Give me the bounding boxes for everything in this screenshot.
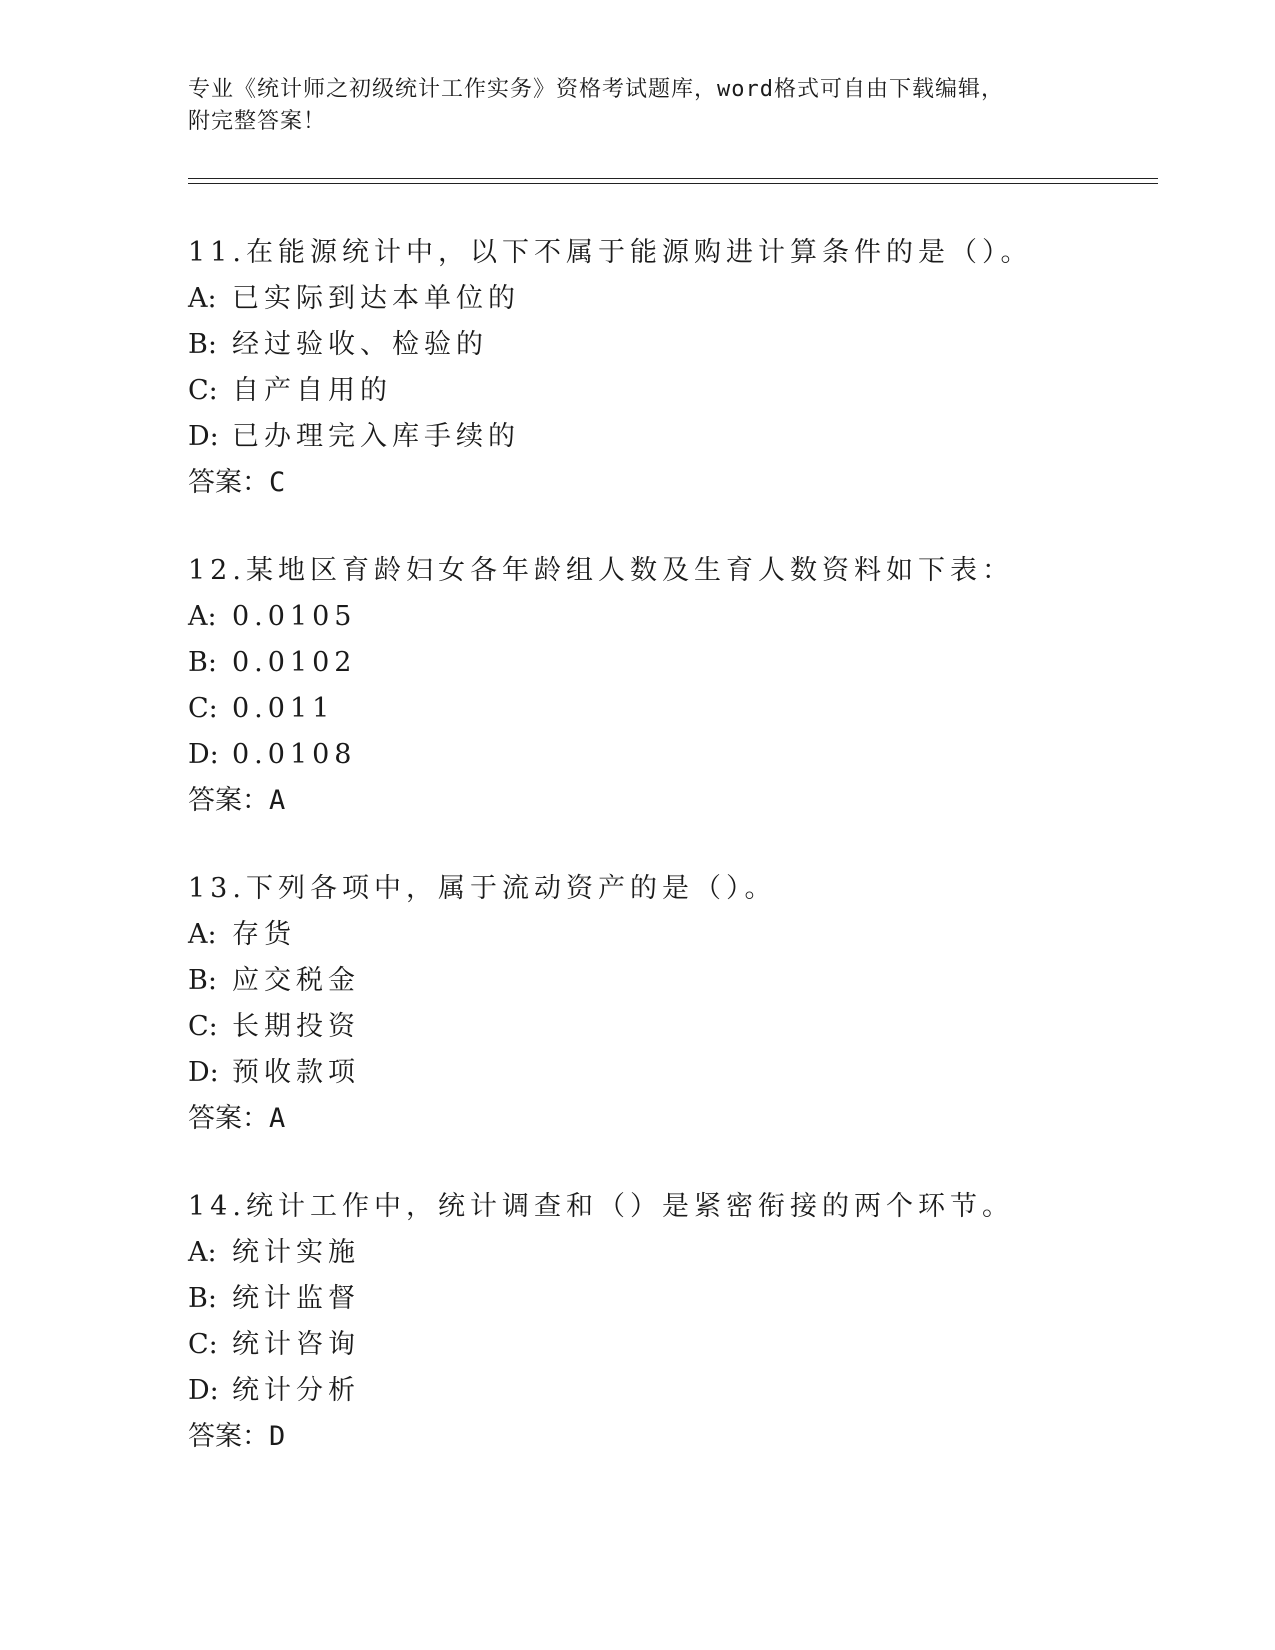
header-line-2: 附完整答案！ — [188, 109, 327, 134]
option-a — [188, 276, 1168, 322]
option-letter: D: — [188, 421, 219, 452]
option-letter: B: — [188, 329, 217, 360]
question-14 — [188, 1184, 1168, 1460]
question-11 — [188, 230, 1168, 506]
option-text: 统计分析 — [232, 1375, 360, 1406]
question-12 — [188, 548, 1168, 824]
option-text: 0.0105 — [232, 601, 357, 632]
question-stem: 14.统计工作中，统计调查和（）是紧密衔接的两个环节。 — [188, 1191, 1014, 1222]
option-c — [188, 368, 1168, 414]
option-text: 0.0108 — [232, 739, 357, 770]
option-b — [188, 1276, 1168, 1322]
option-letter: B: — [188, 965, 217, 996]
option-a — [188, 594, 1168, 640]
answer-value: A — [269, 1103, 286, 1134]
option-text: 已办理完入库手续的 — [232, 421, 520, 452]
answer-line — [188, 1414, 1168, 1460]
option-letter: C: — [188, 1011, 218, 1042]
option-b — [188, 640, 1168, 686]
option-text: 自产自用的 — [232, 375, 392, 406]
option-text: 存货 — [232, 919, 296, 950]
option-c — [188, 1322, 1168, 1368]
answer-label: 答案： — [188, 1103, 269, 1134]
option-letter: C: — [188, 375, 218, 406]
option-d — [188, 414, 1168, 460]
answer-value: C — [269, 467, 286, 498]
option-text: 已实际到达本单位的 — [232, 283, 520, 314]
option-letter: A: — [188, 919, 217, 950]
option-text: 长期投资 — [232, 1011, 360, 1042]
option-letter: D: — [188, 1375, 219, 1406]
option-letter: C: — [188, 693, 218, 724]
option-letter: D: — [188, 739, 219, 770]
option-text: 统计实施 — [232, 1237, 360, 1268]
option-c — [188, 686, 1168, 732]
option-b — [188, 322, 1168, 368]
option-a — [188, 912, 1168, 958]
answer-label: 答案： — [188, 785, 269, 816]
option-text: 统计咨询 — [232, 1329, 360, 1360]
option-d — [188, 732, 1168, 778]
option-letter: A: — [188, 283, 217, 314]
option-letter: A: — [188, 1237, 217, 1268]
answer-label: 答案： — [188, 467, 269, 498]
option-letter: C: — [188, 1329, 218, 1360]
option-c — [188, 1004, 1168, 1050]
option-text: 0.011 — [232, 693, 335, 724]
answer-label: 答案： — [188, 1421, 269, 1452]
question-stem: 12.某地区育龄妇女各年龄组人数及生育人数资料如下表： — [188, 555, 1014, 586]
document-header — [188, 74, 1088, 138]
option-text: 预收款项 — [232, 1057, 360, 1088]
option-text: 统计监督 — [232, 1283, 360, 1314]
answer-value: A — [269, 785, 286, 816]
option-b — [188, 958, 1168, 1004]
option-d — [188, 1368, 1168, 1414]
answer-line — [188, 460, 1168, 506]
answer-line — [188, 1096, 1168, 1142]
header-line-1: 专业《统计师之初级统计工作实务》资格考试题库，word格式可自由下载编辑， — [188, 77, 1004, 102]
option-text: 经过验收、检验的 — [232, 329, 488, 360]
question-13 — [188, 866, 1168, 1142]
option-letter: D: — [188, 1057, 219, 1088]
option-letter: B: — [188, 647, 217, 678]
header-divider-bottom — [188, 183, 1158, 184]
option-text: 应交税金 — [232, 965, 360, 996]
option-letter: A: — [188, 601, 217, 632]
option-d — [188, 1050, 1168, 1096]
answer-value: D — [269, 1421, 286, 1452]
question-stem: 13.下列各项中，属于流动资产的是（）。 — [188, 873, 777, 904]
option-letter: B: — [188, 1283, 217, 1314]
header-divider-top — [188, 178, 1158, 179]
option-text: 0.0102 — [232, 647, 357, 678]
option-a — [188, 1230, 1168, 1276]
question-stem: 11.在能源统计中，以下不属于能源购进计算条件的是（）。 — [188, 237, 1033, 268]
answer-line — [188, 778, 1168, 824]
